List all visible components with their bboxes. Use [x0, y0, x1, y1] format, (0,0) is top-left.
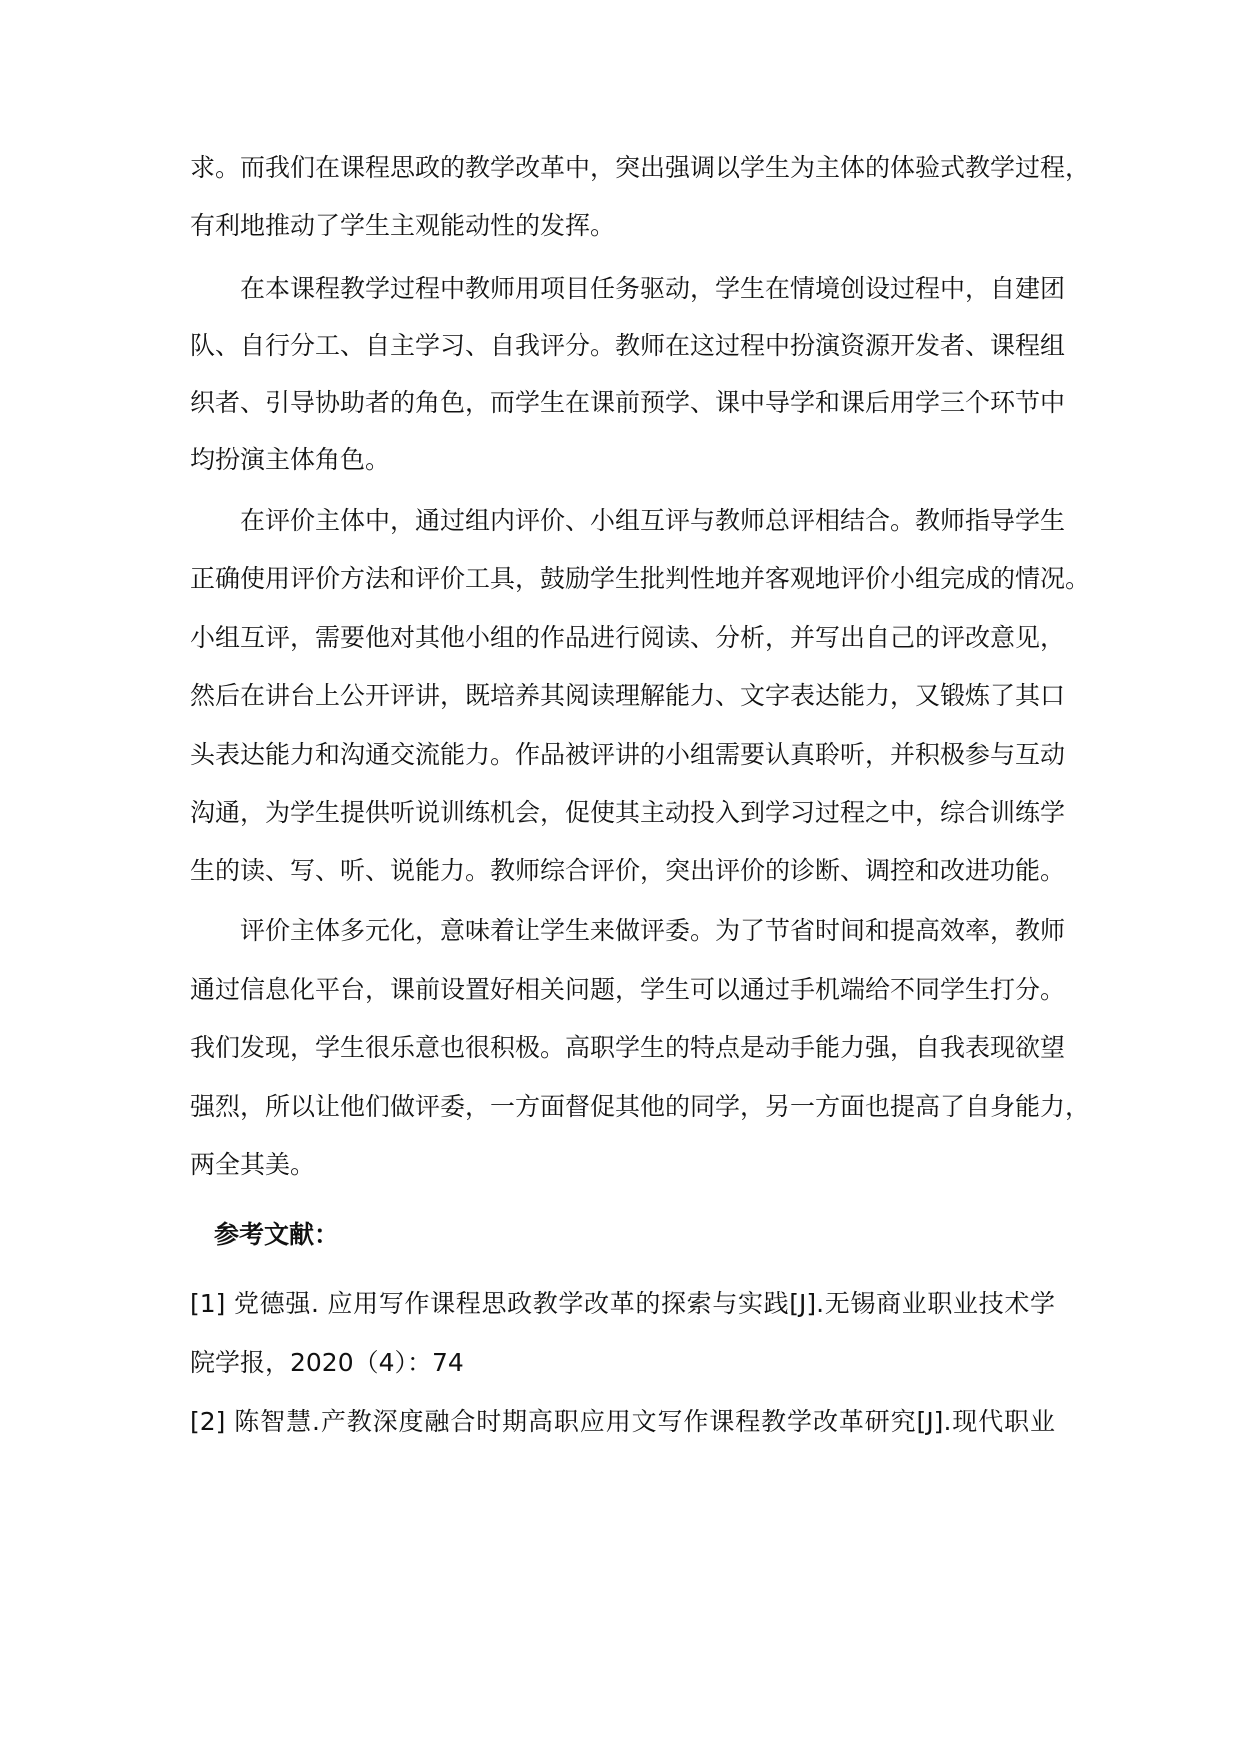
paragraph-line: 织者、引导协助者的角色，而学生在课前预学、课中导学和课后用学三个环节中 [190, 388, 1066, 417]
paragraph-line: 生的读、写、听、说能力。教师综合评价，突出评价的诊断、调控和改进功能。 [190, 856, 1066, 885]
reference-line: 院学报，2020（4）：74 [190, 1348, 464, 1377]
paragraph-line: 沟通，为学生提供听说训练机会，促使其主动投入到学习过程之中，综合训练学 [190, 798, 1066, 827]
paragraph-line: 在本课程教学过程中教师用项目任务驱动，学生在情境创设过程中，自建团 [240, 274, 1066, 303]
paragraph-line: 强烈，所以让他们做评委，一方面督促其他的同学，另一方面也提高了自身能力， [190, 1092, 1091, 1121]
paragraph-line: 均扮演主体角色。 [190, 445, 391, 474]
references-heading: 参考文献： [214, 1220, 340, 1249]
paragraph-line: 求。而我们在课程思政的教学改革中，突出强调以学生为主体的体验式教学过程， [190, 153, 1091, 182]
paragraph-line: 通过信息化平台，课前设置好相关问题，学生可以通过手机端给不同学生打分。 [190, 975, 1066, 1004]
paragraph-line: 在评价主体中，通过组内评价、小组互评与教师总评相结合。教师指导学生 [240, 506, 1066, 535]
paragraph-line: 正确使用评价方法和评价工具，鼓励学生批判性地并客观地评价小组完成的情况。 [190, 564, 1091, 593]
reference-line: [1] 党德强. 应用写作课程思政教学改革的探索与实践[J].无锡商业职业技术学 [190, 1289, 1055, 1318]
paragraph-line: 评价主体多元化，意味着让学生来做评委。为了节省时间和提高效率，教师 [240, 916, 1066, 945]
paragraph-line: 小组互评，需要他对其他小组的作品进行阅读、分析，并写出自己的评改意见， [190, 623, 1066, 652]
paragraph-line: 我们发现，学生很乐意也很积极。高职学生的特点是动手能力强，自我表现欲望 [190, 1033, 1066, 1062]
reference-line: [2] 陈智慧.产教深度融合时期高职应用文写作课程教学改革研究[J].现代职业 [190, 1407, 1055, 1436]
paragraph-line: 有利地推动了学生主观能动性的发挥。 [190, 211, 616, 240]
paragraph-line: 然后在讲台上公开评讲，既培养其阅读理解能力、文字表达能力，又锻炼了其口 [190, 681, 1066, 710]
paragraph-line: 两全其美。 [190, 1150, 316, 1179]
paragraph-line: 队、自行分工、自主学习、自我评分。教师在这过程中扮演资源开发者、课程组 [190, 331, 1066, 360]
paragraph-line: 头表达能力和沟通交流能力。作品被评讲的小组需要认真聆听，并积极参与互动 [190, 740, 1066, 769]
